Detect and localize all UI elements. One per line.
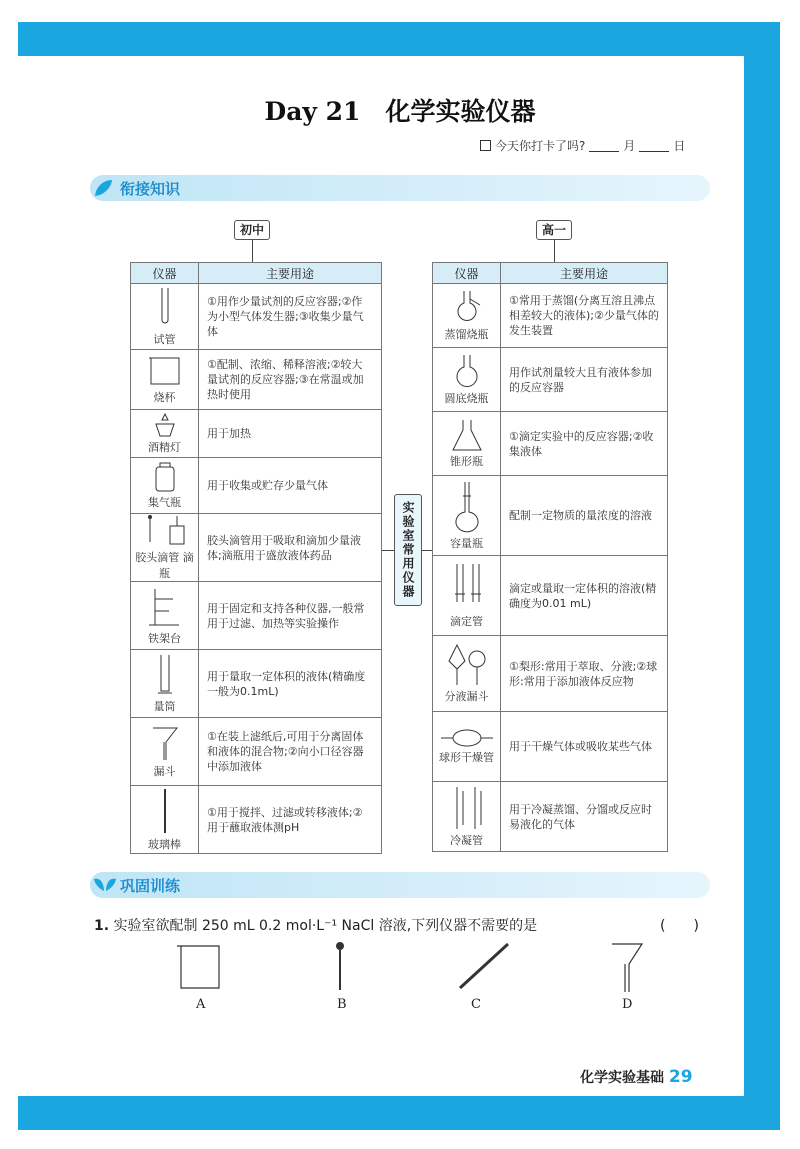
senior-tag: 高一 (536, 220, 572, 240)
instrument-name: 滴定管 (450, 615, 483, 628)
month-blank[interactable] (589, 140, 619, 152)
butterfly-leaf-icon (92, 875, 118, 895)
instrument-use: ①常用于蒸馏(分离互溶且沸点相差较大的液体);②少量气体的发生装置 (501, 284, 668, 348)
section-knowledge (90, 175, 710, 201)
page-title: Day 21 化学实验仪器 (264, 97, 536, 126)
instrument-use: 用于冷凝蒸馏、分馏或反应时易液化的气体 (501, 782, 668, 852)
condenser-icon (447, 785, 487, 831)
senior-arrow (554, 240, 555, 262)
instrument-name: 蒸馏烧瓶 (444, 328, 489, 341)
bottom-border (18, 1096, 780, 1130)
answer-paren[interactable]: ( ) (660, 918, 699, 934)
junior-header-use: 主要用途 (199, 263, 382, 284)
option-a-label[interactable]: A (196, 997, 206, 1012)
top-border (18, 22, 780, 56)
instrument-use: 用于加热 (199, 410, 382, 458)
checkin-checkbox[interactable] (480, 140, 491, 151)
junior-tag: 初中 (234, 220, 270, 240)
instrument-use: ①在装上滤纸后,可用于分离固体和液体的混合物;②向小口径容器中添加液体 (199, 718, 382, 786)
option-d-funnel-icon (610, 940, 644, 994)
month-label: 月 (623, 139, 636, 153)
instrument-name: 试管 (153, 333, 176, 346)
funnel-icon (151, 724, 179, 762)
table-row (131, 350, 382, 410)
day-blank[interactable] (639, 140, 669, 152)
table-row (131, 284, 382, 350)
instrument-use: ①梨形:常用于萃取、分液;②球形:常用于添加液体反应物 (501, 636, 668, 712)
instrument-use: 配制一定物质的量浓度的溶液 (501, 476, 668, 556)
table-row (131, 410, 382, 458)
page-number: 29 (668, 1067, 693, 1087)
section-practice-title: 巩固训练 (120, 876, 181, 895)
senior-header-instrument: 仪器 (433, 263, 501, 284)
instrument-name: 冷凝管 (450, 834, 483, 847)
table-row (433, 782, 668, 852)
instrument-use: ①滴定实验中的反应容器;②收集液体 (501, 412, 668, 476)
erlenmeyer-flask-icon (450, 418, 484, 452)
junior-arrow (252, 240, 253, 262)
table-row (433, 412, 668, 476)
table-row (433, 476, 668, 556)
instrument-use: 用于干燥气体或吸收某些气体 (501, 712, 668, 782)
table-row (433, 284, 668, 348)
table-row (433, 348, 668, 412)
question-text: 实验室欲配制 250 mL 0.2 mol·L⁻¹ NaCl 溶液,下列仪器不需要的是 (113, 918, 538, 934)
table-row (131, 458, 382, 514)
gas-jar-icon (152, 461, 178, 493)
section-practice (90, 872, 710, 898)
checkin-row (480, 137, 685, 154)
instrument-use: 胶头滴管用于吸取和滴加少量液体;滴瓶用于盛放液体药品 (199, 514, 382, 582)
beaker-icon (145, 354, 185, 388)
footer-text: 化学实验基础 (580, 1070, 664, 1086)
table-row (131, 786, 382, 854)
instrument-use: ①用于搅拌、过滤或转移液体;②用于蘸取液体测pH (199, 786, 382, 854)
instrument-name: 容量瓶 (450, 537, 483, 550)
option-b-label[interactable]: B (337, 997, 347, 1012)
question-1 (94, 915, 537, 935)
instrument-use: 用于量取一定体积的液体(精确度一般为0.1mL) (199, 650, 382, 718)
glass-rod-icon (160, 787, 170, 835)
option-c-label[interactable]: C (471, 997, 481, 1012)
instrument-use: 用于收集或贮存少量气体 (199, 458, 382, 514)
option-a-beaker-icon (175, 942, 225, 992)
instrument-use: 用作试剂量较大且有液体参加的反应容器 (501, 348, 668, 412)
checkin-text: 今天你打卡了吗? (495, 139, 586, 153)
instrument-name: 量筒 (153, 700, 176, 713)
iron-stand-icon (147, 585, 183, 629)
senior-table (432, 262, 668, 852)
table-row (433, 636, 668, 712)
drying-tube-icon (439, 728, 495, 748)
instrument-name: 酒精灯 (148, 441, 181, 454)
instrument-use: 用于固定和支持各种仪器,一般常用于过滤、加热等实验操作 (199, 582, 382, 650)
graduated-cylinder-icon (155, 653, 175, 697)
table-row (131, 650, 382, 718)
instrument-name: 球形干燥管 (439, 751, 494, 764)
volumetric-flask-icon (452, 480, 482, 534)
table-row (131, 718, 382, 786)
instrument-name: 胶头滴管 滴瓶 (135, 551, 194, 580)
question-number: 1. (94, 918, 110, 934)
round-bottom-flask-icon (452, 353, 482, 389)
table-row (131, 514, 382, 582)
test-tube-icon (155, 286, 175, 330)
instrument-name: 玻璃棒 (148, 838, 181, 851)
instrument-name: 集气瓶 (148, 496, 181, 509)
instrument-use: ①配制、浓缩、稀释溶液;②较大量试剂的反应容器;③在常温或加热时使用 (199, 350, 382, 410)
day-label: 日 (673, 139, 686, 153)
table-row (433, 556, 668, 636)
section-knowledge-title: 衔接知识 (120, 179, 181, 198)
alcohol-lamp-icon (150, 412, 180, 438)
page-footer (580, 1067, 693, 1087)
common-lab-equipment-tag: 实验室常用仪器 (394, 494, 422, 606)
option-b-dropper-icon (332, 940, 348, 994)
option-d-label[interactable]: D (622, 997, 633, 1012)
instrument-name: 烧杯 (153, 391, 176, 404)
senior-header-use: 主要用途 (501, 263, 668, 284)
junior-table (130, 262, 382, 854)
instrument-name: 锥形瓶 (450, 455, 483, 468)
distillation-flask-icon (450, 289, 484, 325)
option-c-glass-rod-icon (454, 940, 514, 992)
burette-icon (447, 562, 487, 612)
instrument-use: ①用作少量试剂的反应容器;②作为小型气体发生器;③收集少量气体 (199, 284, 382, 350)
dropper-bottle-icon (140, 514, 190, 548)
instrument-name: 铁架台 (148, 632, 181, 645)
instrument-use: 滴定或量取一定体积的溶液(精确度为0.01 mL) (501, 556, 668, 636)
table-row (433, 712, 668, 782)
middle-left-connector (382, 550, 394, 551)
separatory-funnel-icon (443, 643, 491, 687)
instrument-name: 圆底烧瓶 (444, 392, 489, 405)
middle-right-connector (422, 550, 432, 551)
right-border (744, 22, 780, 1130)
instrument-name: 漏斗 (153, 765, 176, 778)
table-row (131, 582, 382, 650)
leaf-icon (92, 178, 114, 198)
junior-header-instrument: 仪器 (131, 263, 199, 284)
instrument-name: 分液漏斗 (444, 690, 489, 703)
